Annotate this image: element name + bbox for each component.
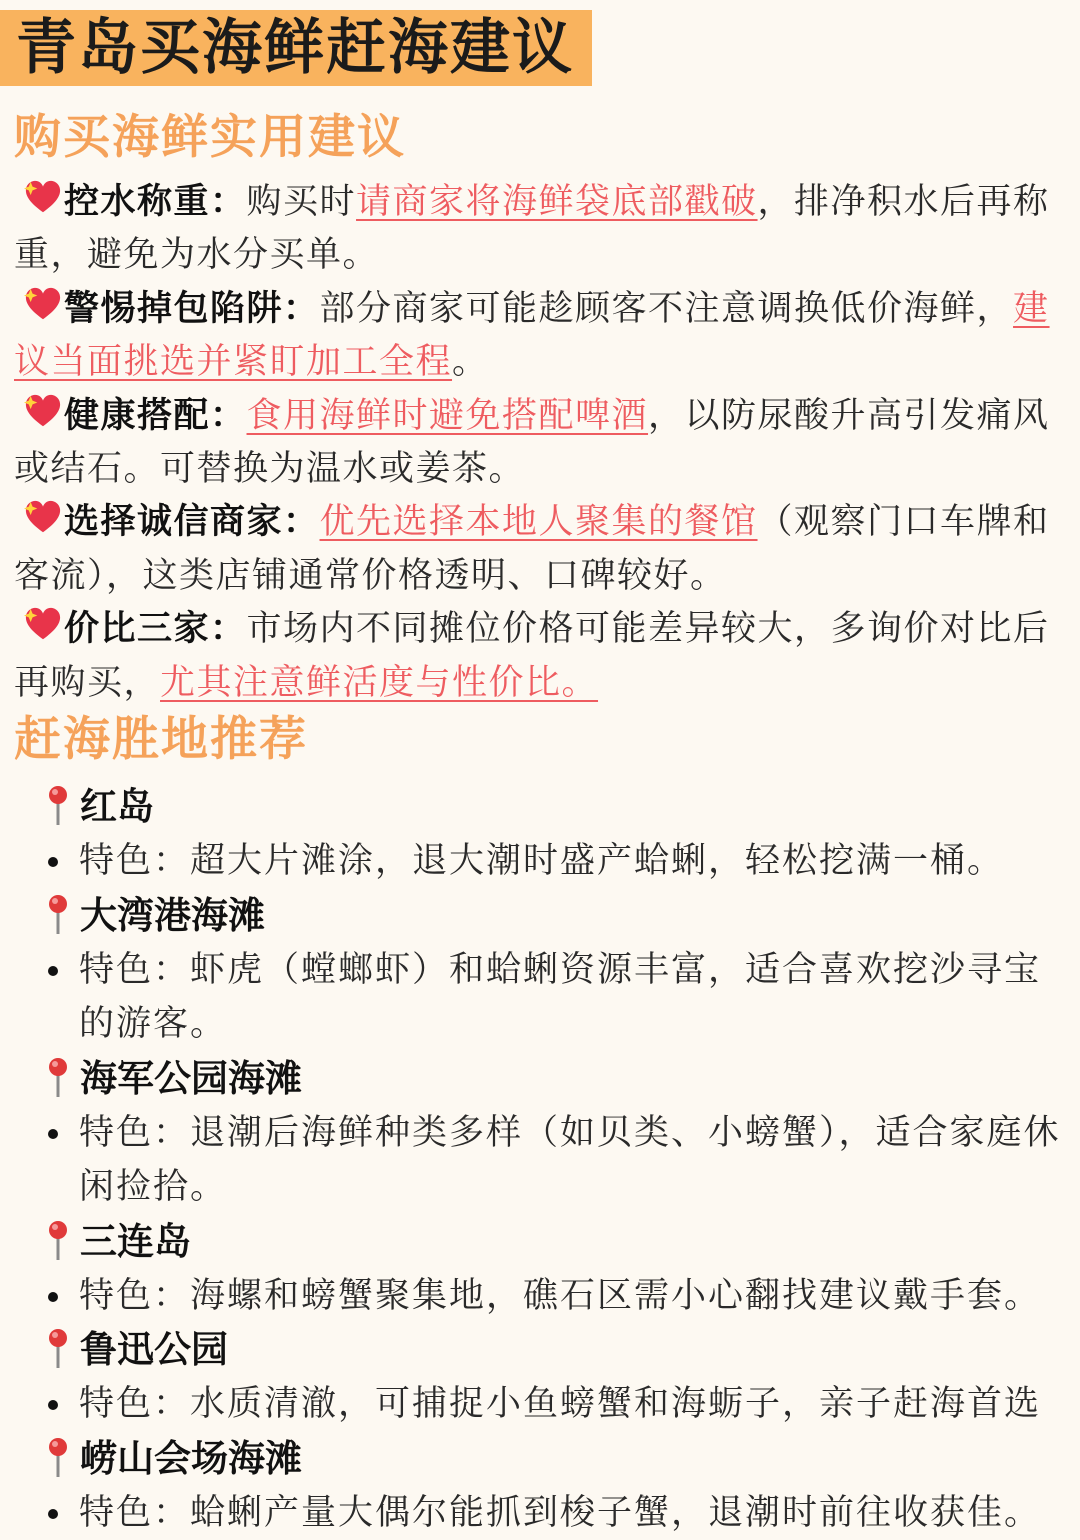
tip-item xyxy=(14,390,1064,497)
tip-label: 价比三家： xyxy=(64,609,247,649)
spot-heading xyxy=(46,889,1080,943)
bullet-dot xyxy=(48,1400,58,1410)
tip-text: （观察门口车牌和客流），这类店铺通常价格透明、口碑较好。 xyxy=(14,502,1050,595)
sparkling-heart-icon xyxy=(24,179,62,217)
spot-description xyxy=(0,1106,1069,1215)
spot-desc-text: 特色：退潮后海鲜种类多样（如贝类、小螃蟹），适合家庭休闲捡拾。 xyxy=(79,1113,1061,1208)
tip-text: ，以防尿酸升高引发痛风或结石。可替换为温水或姜茶。 xyxy=(14,396,1050,489)
tip-highlight: 优先选择本地人聚集的餐馆 xyxy=(320,502,758,542)
tip-item xyxy=(14,176,1064,283)
tip-highlight: 请商家将海鲜袋底部戳破 xyxy=(356,182,758,222)
bullet-dot xyxy=(48,857,58,867)
spot-heading xyxy=(46,1052,1080,1106)
bullet-dot xyxy=(48,1509,58,1519)
tip-item xyxy=(14,283,1064,390)
spot-heading xyxy=(46,1432,1080,1486)
spot-name: 崂山会场海滩 xyxy=(80,1437,302,1480)
tips-list xyxy=(14,176,1064,710)
tip-highlight: 建议当面挑选并紧盯加工全程 xyxy=(14,289,1050,382)
sparkling-heart-icon xyxy=(24,393,62,431)
spot-desc-text: 特色：超大片滩涂，退大潮时盛产蛤蜊，轻松挖满一桶。 xyxy=(79,841,1004,881)
spot-description xyxy=(0,834,1069,889)
spot-name: 红岛 xyxy=(80,785,154,828)
sparkling-heart-icon xyxy=(24,286,62,324)
tip-text: 购买时 xyxy=(247,182,357,222)
spot-desc-text: 特色：虾虎（螳螂虾）和蛤蜊资源丰富，适合喜欢挖沙寻宝的游客。 xyxy=(79,950,1041,1045)
bullet-dot xyxy=(48,1129,58,1139)
tip-text: 市场内不同摊位价格可能差异较大，多询价对比后再购买， xyxy=(14,609,1050,702)
spot-desc-text: 特色：蛤蜊产量大偶尔能抓到梭子蟹，退潮时前往收获佳。 xyxy=(79,1493,1041,1533)
spot-description xyxy=(0,1269,1069,1324)
tip-text: ，排净积水后再称重，避免为水分买单。 xyxy=(14,182,1050,275)
tip-text: 。 xyxy=(452,342,489,382)
spot-name: 海军公园海滩 xyxy=(80,1057,302,1100)
tip-highlight: 食用海鲜时避免搭配啤酒 xyxy=(247,396,649,436)
tip-label: 选择诚信商家： xyxy=(64,502,320,542)
spot-name: 鲁迅公园 xyxy=(80,1328,228,1371)
spot-desc-text: 特色：水质清澈，可捕捉小鱼螃蟹和海蛎子，亲子赶海首选 xyxy=(79,1384,1041,1424)
bullet-dot xyxy=(48,1292,58,1302)
spot-desc-text: 特色：海螺和螃蟹聚集地，礁石区需小心翻找建议戴手套。 xyxy=(79,1276,1041,1316)
round-pushpin-icon xyxy=(46,785,70,827)
round-pushpin-icon xyxy=(46,1220,70,1262)
tip-label: 健康搭配： xyxy=(64,396,247,436)
round-pushpin-icon xyxy=(46,1328,70,1370)
tip-text: 部分商家可能趁顾客不注意调换低价海鲜， xyxy=(320,289,1014,329)
spot-name: 大湾港海滩 xyxy=(80,894,265,937)
round-pushpin-icon xyxy=(46,1057,70,1099)
spot-heading xyxy=(46,780,1080,834)
beach-section-heading: 赶海胜地推荐 xyxy=(14,712,308,768)
page-title: 青岛买海鲜赶海建议 xyxy=(16,10,574,86)
tip-label: 警惕掉包陷阱： xyxy=(64,289,320,329)
tip-highlight: 尤其注意鲜活度与性价比。 xyxy=(160,663,598,703)
spot-heading xyxy=(46,1215,1080,1269)
tip-item xyxy=(14,496,1064,603)
spot-description xyxy=(0,1377,1069,1432)
bullet-dot xyxy=(48,966,58,976)
spot-name: 三连岛 xyxy=(80,1220,191,1263)
spots-list xyxy=(0,780,1080,1540)
tip-label: 控水称重： xyxy=(64,182,247,222)
round-pushpin-icon xyxy=(46,1437,70,1479)
spot-description xyxy=(0,943,1069,1052)
spot-heading xyxy=(46,1323,1080,1377)
tip-item xyxy=(14,603,1064,710)
sparkling-heart-icon xyxy=(24,499,62,537)
round-pushpin-icon xyxy=(46,894,70,936)
spot-description xyxy=(0,1486,1069,1540)
buy-section-heading: 购买海鲜实用建议 xyxy=(14,110,406,166)
sparkling-heart-icon xyxy=(24,606,62,644)
